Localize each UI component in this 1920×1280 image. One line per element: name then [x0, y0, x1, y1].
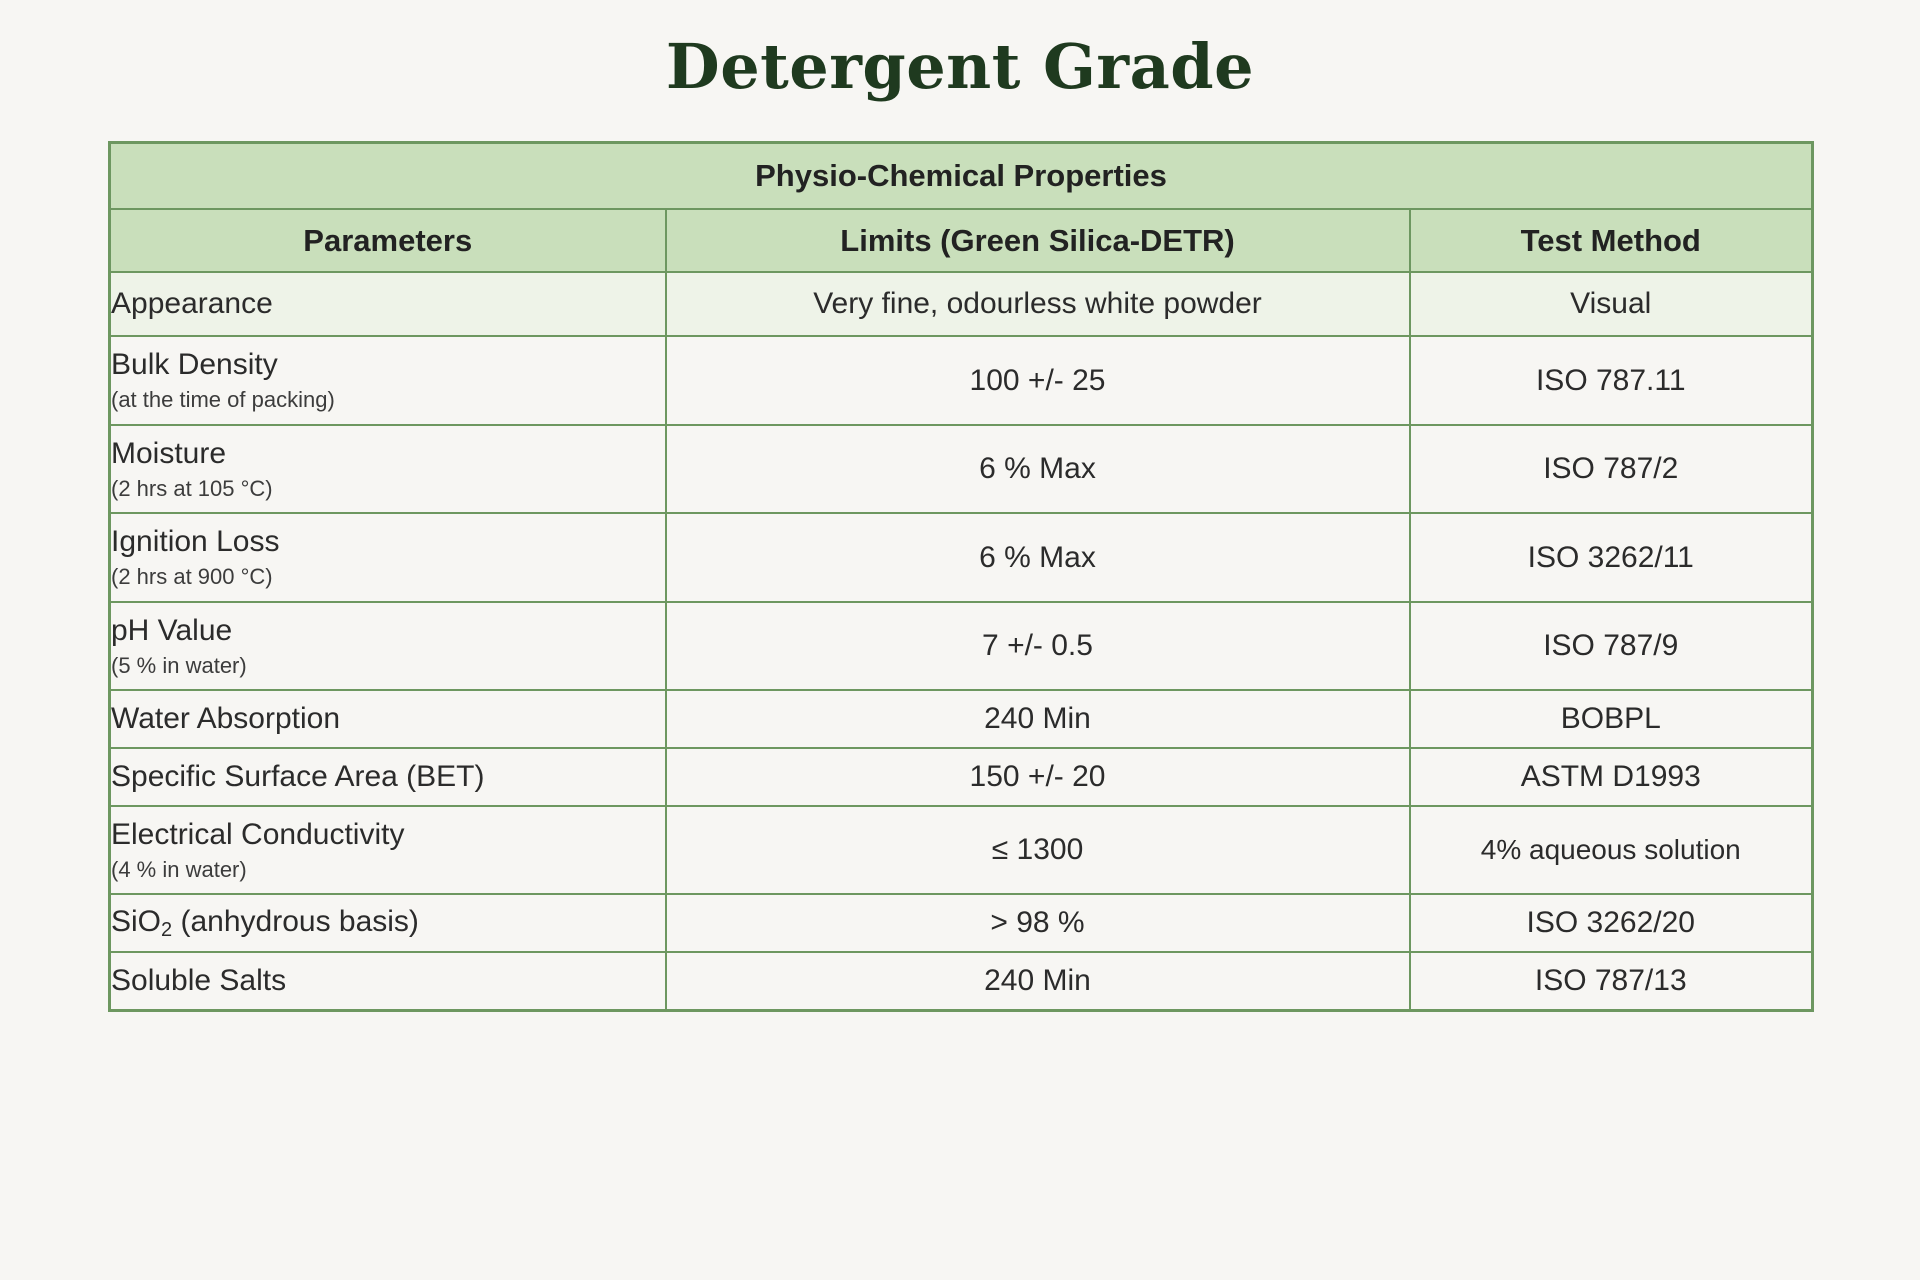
table-row — [110, 806, 1813, 894]
test-method-cell: ISO 787/2 — [1410, 425, 1813, 513]
page-title: Detergent Grade — [665, 30, 1255, 103]
parameter-label: Ignition Loss — [111, 525, 280, 559]
table-row — [110, 690, 1813, 748]
test-method-cell: ISO 3262/20 — [1410, 894, 1813, 952]
parameter-label-suffix: (anhydrous basis) — [172, 905, 419, 938]
test-method-cell: ASTM D1993 — [1410, 748, 1813, 806]
limit-cell: 240 Min — [666, 690, 1410, 748]
parameter-note: (5 % in water) — [111, 652, 247, 678]
column-header-limits: Limits (Green Silica-DETR) — [666, 209, 1410, 272]
table-caption: Physio-Chemical Properties — [110, 143, 1813, 210]
limit-cell: Very fine, odourless white powder — [666, 272, 1410, 336]
parameter-label: Moisture — [111, 436, 227, 470]
limit-cell: 150 +/- 20 — [666, 748, 1410, 806]
parameter-label-prefix: SiO — [111, 905, 162, 938]
table-row — [110, 425, 1813, 513]
limit-cell: > 98 % — [666, 894, 1410, 952]
table-row — [110, 894, 1813, 952]
test-method-cell: BOBPL — [1410, 690, 1813, 748]
table-row — [110, 336, 1813, 425]
parameter-cell — [110, 894, 666, 952]
parameter-cell — [110, 336, 666, 425]
table-row — [110, 952, 1813, 1011]
table-row — [110, 602, 1813, 690]
parameter-label: pH Value — [111, 613, 233, 647]
table-row — [110, 748, 1813, 806]
parameter-label-subscript: 2 — [161, 919, 173, 941]
parameter-note: (at the time of packing) — [111, 387, 335, 413]
table-row — [110, 513, 1813, 602]
table-header-row — [110, 209, 1813, 272]
limit-cell: 240 Min — [666, 952, 1410, 1011]
test-method-cell: 4% aqueous solution — [1410, 806, 1813, 894]
parameter-cell — [110, 952, 666, 1011]
column-header-test-method: Test Method — [1410, 209, 1813, 272]
limit-cell: 7 +/- 0.5 — [666, 602, 1410, 690]
limit-cell: 6 % Max — [666, 425, 1410, 513]
parameter-cell — [110, 272, 666, 336]
parameter-label: Electrical Conductivity — [111, 817, 405, 851]
test-method-cell: ISO 3262/11 — [1410, 513, 1813, 602]
parameter-note: (4 % in water) — [111, 856, 247, 882]
parameter-label: Water Absorption — [111, 702, 340, 735]
parameter-note: (2 hrs at 105 °C) — [111, 475, 273, 501]
parameter-label: Appearance — [111, 287, 273, 320]
table-row — [110, 272, 1813, 336]
test-method-cell: ISO 787/13 — [1410, 952, 1813, 1011]
test-method-cell: ISO 787/9 — [1410, 602, 1813, 690]
table-caption-row — [110, 143, 1813, 210]
parameter-cell — [110, 425, 666, 513]
properties-table — [108, 141, 1814, 1012]
parameter-label: Soluble Salts — [111, 964, 287, 997]
parameter-cell — [110, 690, 666, 748]
limit-cell: 6 % Max — [666, 513, 1410, 602]
parameter-note: (2 hrs at 900 °C) — [111, 564, 273, 590]
parameter-cell — [110, 748, 666, 806]
limit-cell: 100 +/- 25 — [666, 336, 1410, 425]
parameter-cell — [110, 602, 666, 690]
limit-cell: ≤ 1300 — [666, 806, 1410, 894]
test-method-cell: ISO 787.11 — [1410, 336, 1813, 425]
parameter-cell — [110, 513, 666, 602]
column-header-parameters: Parameters — [110, 209, 666, 272]
parameter-label: Specific Surface Area (BET) — [111, 760, 485, 793]
parameter-cell — [110, 806, 666, 894]
parameter-label: Bulk Density — [111, 348, 278, 382]
test-method-cell: Visual — [1410, 272, 1813, 336]
